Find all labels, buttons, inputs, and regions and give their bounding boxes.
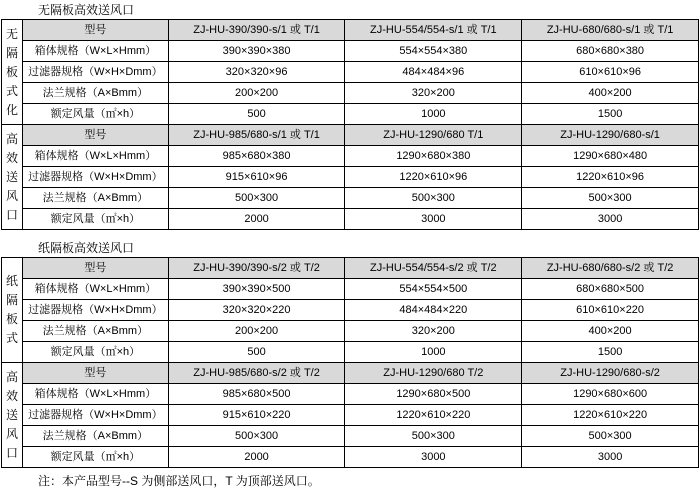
- column-header-model-3: ZJ-HU-1290/680-s/1: [522, 125, 699, 146]
- table-cell: 500×300: [168, 426, 345, 447]
- side-label-char: 式: [6, 83, 19, 98]
- table-cell: 484×484×96: [345, 62, 522, 83]
- table-cell: 390×390×380: [168, 41, 345, 62]
- table-row: [2, 384, 699, 405]
- row-label: 法兰规格（A×Bmm）: [23, 321, 169, 342]
- table-row: [2, 20, 699, 41]
- table-cell: 1290×680×480: [522, 146, 699, 167]
- table-cell: 1220×610×220: [345, 405, 522, 426]
- table-cell: 500: [168, 104, 345, 125]
- table-cell: 1220×610×220: [522, 405, 699, 426]
- table-row: [2, 104, 699, 125]
- footnote: 注：本产品型号--S 为侧部送风口，T 为顶部送风口。: [38, 474, 320, 488]
- side-label-cell-4: [2, 363, 23, 468]
- section-spacer: [0, 230, 700, 238]
- table-row: [2, 83, 699, 104]
- table-row: [2, 125, 699, 146]
- table-row: [2, 405, 699, 426]
- side-label-char: 式: [6, 331, 19, 345]
- row-label: 过滤器规格（W×H×Dmm）: [23, 167, 169, 188]
- table-cell: 500×300: [168, 188, 345, 209]
- table-cell: 1220×610×96: [345, 167, 522, 188]
- table-cell: 1000: [345, 104, 522, 125]
- column-header-model: 型号: [23, 20, 169, 41]
- table-row: [2, 62, 699, 83]
- table-row: [2, 258, 699, 279]
- table-cell: 390×390×500: [168, 279, 345, 300]
- row-label: 箱体规格（W×L×Hmm）: [23, 41, 169, 62]
- table-cell: 400×200: [522, 83, 699, 104]
- table-cell: 985×680×380: [168, 146, 345, 167]
- row-label: 过滤器规格（W×H×Dmm）: [23, 405, 169, 426]
- side-label-char: 口: [6, 445, 19, 460]
- table-row: [2, 447, 699, 468]
- side-label-char: 效: [6, 388, 19, 403]
- table-row: [2, 188, 699, 209]
- side-label-char: 送: [6, 169, 19, 184]
- column-header-model-2: ZJ-HU-1290/680 T/1: [345, 125, 522, 146]
- table-cell: 1290×680×600: [522, 384, 699, 405]
- table-cell: 610×610×220: [522, 300, 699, 321]
- row-label: 过滤器规格（W×H×Dmm）: [23, 62, 169, 83]
- table-cell: 3000: [345, 209, 522, 230]
- table-cell: 680×680×380: [522, 41, 699, 62]
- side-label-char: 隔: [6, 293, 19, 307]
- row-label: 法兰规格（A×Bmm）: [23, 83, 169, 104]
- table-cell: 915×610×220: [168, 405, 345, 426]
- table-cell: 1290×680×380: [345, 146, 522, 167]
- table-row: [2, 146, 699, 167]
- table-cell: 320×320×96: [168, 62, 345, 83]
- table-cell: 200×200: [168, 83, 345, 104]
- row-label: 额定风量（㎡×h）: [23, 104, 169, 125]
- column-header-model-3: ZJ-HU-680/680-s/1 或 T/1: [522, 20, 699, 41]
- column-header-model-1: ZJ-HU-985/680-s/2 或 T/2: [168, 363, 345, 384]
- table-cell: 320×320×220: [168, 300, 345, 321]
- table-cell: 200×200: [168, 321, 345, 342]
- column-header-model-3: ZJ-HU-680/680-s/2 或 T/2: [522, 258, 699, 279]
- table-cell: 3000: [522, 447, 699, 468]
- side-label-char: 隔: [6, 45, 19, 60]
- side-label-char: 纸: [6, 274, 19, 288]
- table-cell: 500×300: [345, 426, 522, 447]
- table-cell: 320×200: [345, 83, 522, 104]
- column-header-model: 型号: [23, 363, 169, 384]
- side-label-char: 无: [6, 26, 19, 41]
- table-row: [2, 321, 699, 342]
- side-label-cell-3: [2, 258, 23, 363]
- table-cell: 1290×680×500: [345, 384, 522, 405]
- table-cell: 484×484×220: [345, 300, 522, 321]
- table-cell: 554×554×380: [345, 41, 522, 62]
- side-label-char: 效: [6, 150, 19, 165]
- section-title-1: 无隔板高效送风口: [38, 3, 135, 17]
- spec-table-2: [1, 257, 699, 468]
- table-row: [2, 279, 699, 300]
- side-label-char: 板: [6, 64, 19, 79]
- row-label: 额定风量（㎡×h）: [23, 342, 169, 363]
- table-row: [2, 426, 699, 447]
- table-cell: 1220×610×96: [522, 167, 699, 188]
- table-cell: 915×610×96: [168, 167, 345, 188]
- table-cell: 1500: [522, 342, 699, 363]
- column-header-model-2: ZJ-HU-554/554-s/1 或 T/1: [345, 20, 522, 41]
- section-title-2: 纸隔板高效送风口: [38, 241, 135, 255]
- table-cell: 2000: [168, 447, 345, 468]
- table-cell: 320×200: [345, 321, 522, 342]
- column-header-model: 型号: [23, 258, 169, 279]
- row-label: 过滤器规格（W×H×Dmm）: [23, 300, 169, 321]
- table-cell: 1500: [522, 104, 699, 125]
- row-label: 额定风量（㎡×h）: [23, 209, 169, 230]
- table-cell: 500×300: [522, 426, 699, 447]
- table-cell: 985×680×500: [168, 384, 345, 405]
- side-label-char: 风: [6, 426, 19, 441]
- side-label-char: 高: [6, 131, 19, 146]
- side-label-char: 送: [6, 407, 19, 422]
- row-label: 额定风量（㎡×h）: [23, 447, 169, 468]
- column-header-model-2: ZJ-HU-1290/680 T/2: [345, 363, 522, 384]
- table-cell: 554×554×500: [345, 279, 522, 300]
- row-label: 箱体规格（W×L×Hmm）: [23, 279, 169, 300]
- table-cell: 400×200: [522, 321, 699, 342]
- row-label: 法兰规格（A×Bmm）: [23, 426, 169, 447]
- side-label-char: 化: [6, 102, 19, 117]
- table-row: [2, 342, 699, 363]
- side-label-cell-1: [2, 20, 23, 125]
- spec-table-1: [1, 19, 699, 230]
- side-label-char: 风: [6, 188, 19, 203]
- table-row: [2, 300, 699, 321]
- row-label: 箱体规格（W×L×Hmm）: [23, 146, 169, 167]
- row-label: 法兰规格（A×Bmm）: [23, 188, 169, 209]
- table-row: [2, 167, 699, 188]
- table-cell: 1000: [345, 342, 522, 363]
- row-label: 箱体规格（W×L×Hmm）: [23, 384, 169, 405]
- side-label-char: 板: [6, 312, 19, 326]
- table-cell: 500×300: [522, 188, 699, 209]
- table-cell: 610×610×96: [522, 62, 699, 83]
- table-row: [2, 363, 699, 384]
- column-header-model-2: ZJ-HU-554/554-s/2 或 T/2: [345, 258, 522, 279]
- side-label-char: 高: [6, 369, 19, 384]
- table-cell: 500: [168, 342, 345, 363]
- table-cell: 3000: [345, 447, 522, 468]
- table-cell: 680×680×500: [522, 279, 699, 300]
- column-header-model-1: ZJ-HU-390/390-s/1 或 T/1: [168, 20, 345, 41]
- table-cell: 2000: [168, 209, 345, 230]
- column-header-model-1: ZJ-HU-985/680-s/1 或 T/1: [168, 125, 345, 146]
- side-label-char: 口: [6, 207, 19, 222]
- column-header-model-3: ZJ-HU-1290/680-s/2: [522, 363, 699, 384]
- side-label-cell-2: [2, 125, 23, 230]
- column-header-model-1: ZJ-HU-390/390-s/2 或 T/2: [168, 258, 345, 279]
- column-header-model: 型号: [23, 125, 169, 146]
- table-row: [2, 209, 699, 230]
- table-cell: 3000: [522, 209, 699, 230]
- table-cell: 500×300: [345, 188, 522, 209]
- table-row: [2, 41, 699, 62]
